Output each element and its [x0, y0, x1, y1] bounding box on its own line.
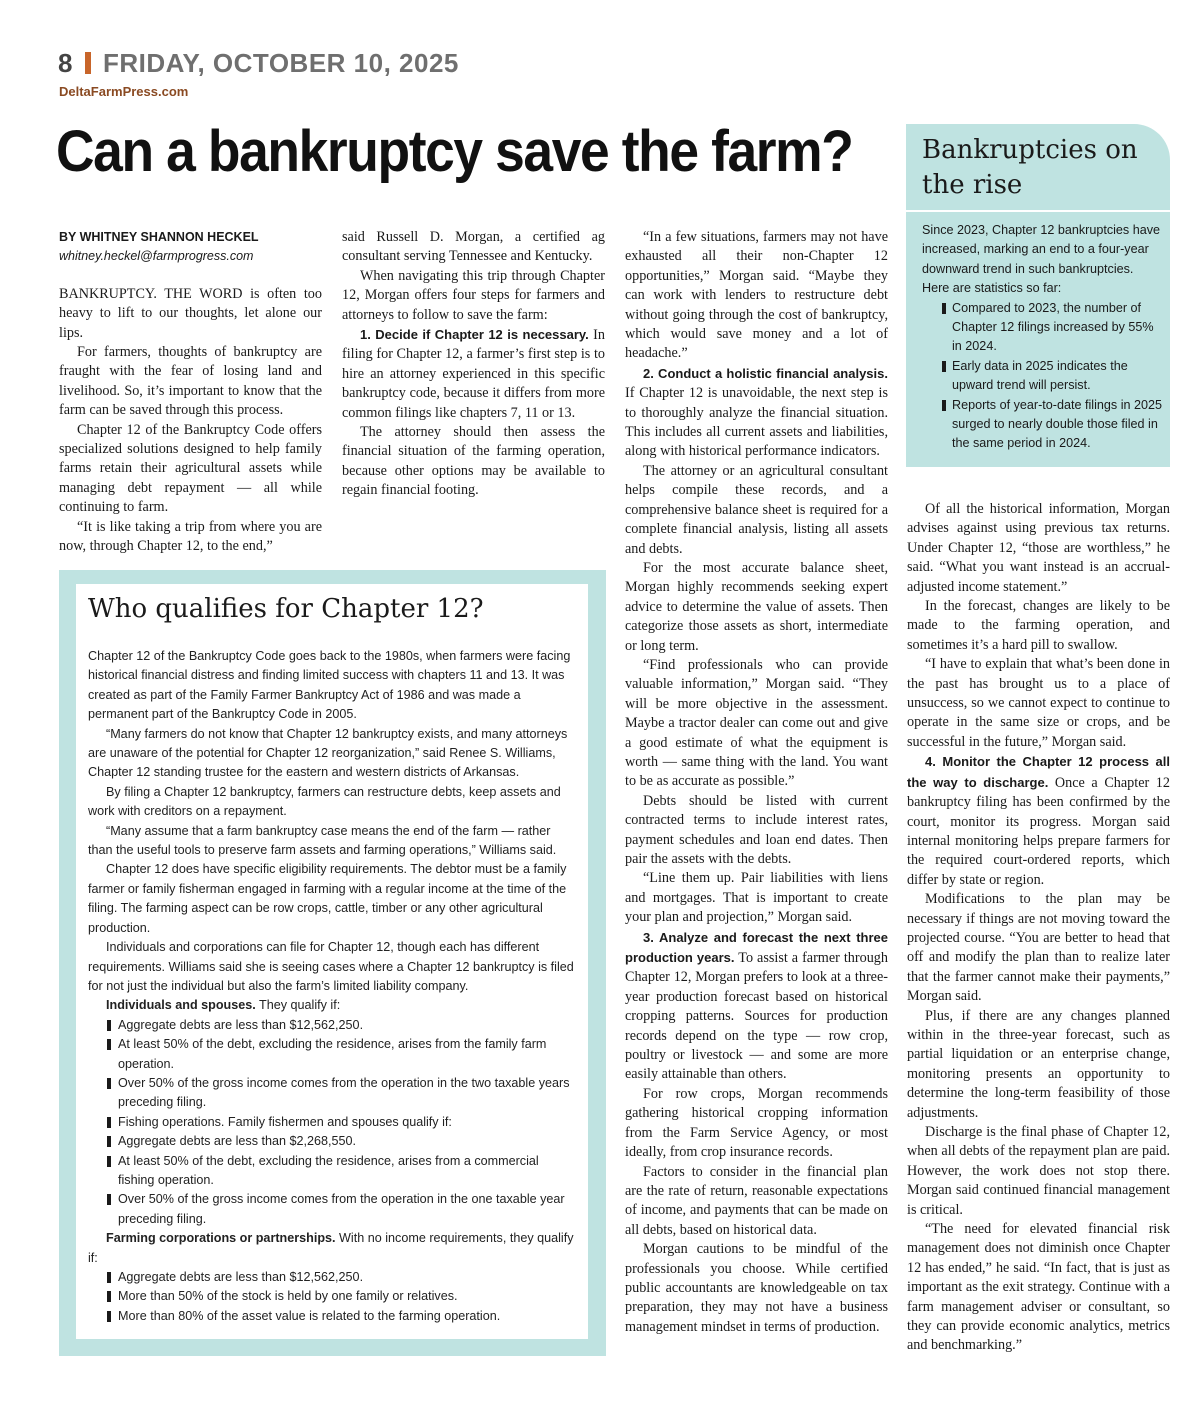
paragraph: “Find professionals who can provide valuable information,” Morgan said. “They will be more objective in the assessment. Maybe a tractor dealer can come out and give a good estimate of what the equipment is worth — same thing with the land. You want to be as accurate as possible.” — [625, 656, 888, 790]
paragraph: said Russell D. Morgan, a certified ag consultant serving Tennessee and Kentucky. — [342, 229, 605, 265]
individuals-heading — [88, 996, 574, 1015]
paragraph: Debts should be listed with current contracted terms to include interest rates, payment schedules and loan end dates. Then pair the assets with the debts. — [625, 792, 888, 867]
corporations-list — [88, 1268, 574, 1326]
paragraph: Plus, if there are any changes planned within in the three-year forecast, such as partial liquidation or an enterprise change, monitoring presents an opportunity to determine the long-term feasibility of those adjustments. — [907, 1007, 1170, 1121]
bullet-icon — [107, 1156, 111, 1167]
bullet-icon — [107, 1194, 111, 1205]
list-item-text: At least 50% of the debt, excluding the residence, arises from a commercial fishing operation. — [118, 1153, 539, 1187]
paragraph: For the most accurate balance sheet, Morgan highly recommends seeking expert advice to determine the value of assets. Then categorize those assets as short, intermediate or long term. — [625, 559, 888, 654]
paragraph: The attorney should then assess the financial situation of the farming operation, because other options may be available to regain financial footing. — [342, 424, 605, 499]
list-item-text: Early data in 2025 indicates the upward trend will persist. — [952, 358, 1128, 393]
paragraph: Factors to consider in the financial plan are the rate of return, reasonable expectations of income, and payments that can be made on all debts, based on historical data. — [625, 1163, 888, 1238]
list-item-text: Aggregate debts are less than $12,562,250. — [118, 1017, 364, 1032]
paragraph: When navigating this trip through Chapter 12, Morgan offers four steps for farmers and attorneys to follow to save the farm: — [342, 267, 605, 323]
step-1-heading: 1. Decide if Chapter 12 is necessary. — [360, 327, 589, 343]
step-2-text: If Chapter 12 is unavoidable, the next step is to thoroughly analyze the financial situation. This includes all current assets and liabilities, along with historical performance indicators. — [625, 385, 888, 460]
list-item — [88, 1016, 574, 1035]
paragraph: Modifications to the plan may be necessary if things are not moving toward the projected course. “You are better to head that off and modify the plan than to realize later that the farmer cannot make their payments,” Morgan said. — [907, 891, 1170, 1005]
corporations-heading — [88, 1229, 574, 1268]
bullet-icon — [107, 1117, 111, 1128]
sidebar-title: Bankruptcies on the rise — [922, 135, 1138, 200]
corporations-label: Farming corporations or partnerships. — [106, 1231, 336, 1246]
list-item — [88, 1287, 574, 1306]
paragraph: “Line them up. Pair liabilities with liens and mortgages. That is important to create your plan and projection,” Morgan said. — [625, 870, 888, 926]
folio-divider — [85, 52, 91, 74]
issue-date: FRIDAY, OCTOBER 10, 2025 — [102, 48, 459, 78]
paragraph: “The need for elevated financial risk management does not diminish once Chapter 12 has ended,” he said. “In fact, that is just as important as the exit strategy. Continue with a farm management adviser or consultant, so they can provide economic analytics, metrics and benchmarking.” — [907, 1221, 1170, 1354]
paragraph — [907, 752, 1170, 890]
headline: Can a bankruptcy save the farm? — [56, 119, 853, 184]
list-item — [922, 396, 1162, 454]
list-item — [88, 1152, 574, 1191]
list-item — [88, 1074, 574, 1113]
paragraph: Discharge is the final phase of Chapter 12, when all debts of the repayment plan are paid. However, the work does not stop there. Morgan said continued financial management is critical. — [907, 1124, 1170, 1218]
step-4-text: Once a Chapter 12 bankruptcy filing has been confirmed by the court, monitor its progress. Morgan said internal monitoring helps prepare farmers for the required court-ordered reports, which differ by state or region. — [907, 774, 1170, 888]
list-item — [88, 1035, 574, 1074]
paragraph: “I have to explain that what’s been done in the past has brought us to a place of unsuccess, so we cannot expect to continue to operate in the same size or crops, and be successful in the future,” Morgan said. — [907, 656, 1170, 750]
paragraph: Morgan cautions to be mindful of the professionals you choose. While certified public accountants are knowledgeable on tax preparation, they may not have a business management mindset in terms of production. — [625, 1241, 888, 1335]
list-item — [922, 357, 1162, 396]
paragraph: Chapter 12 does have specific eligibility requirements. The debtor must be a family farmer or family fisherman engaged in farming with a regular income at the time of the filing. The farming aspect can be row crops, cattle, timber or any other agricultural production. — [88, 862, 567, 935]
paragraph — [625, 364, 888, 462]
list-item-text: Over 50% of the gross income comes from the operation in the two taxable years preceding filing. — [118, 1075, 570, 1110]
sidebar-body — [922, 221, 1162, 454]
folio — [58, 48, 459, 79]
sidebar-divider — [906, 210, 1170, 212]
list-item — [88, 1132, 574, 1151]
paragraph — [625, 928, 888, 1085]
article-column-3 — [625, 228, 888, 1337]
bullet-icon — [107, 1039, 111, 1050]
paragraph: In the forecast, changes are likely to be made to the farming operation, and sometimes it’s a hard pill to swallow. — [907, 598, 1170, 653]
list-item-text: More than 80% of the asset value is related to the farming operation. — [118, 1308, 501, 1323]
step-4-heading: 4. Monitor the Chapter 12 process all the way to discharge. — [907, 754, 1170, 790]
paragraph: Chapter 12 of the Bankruptcy Code goes back to the 1980s, when farmers were facing historical financial distress and finding limited success with chapters 11 and 13. It was created as part of the Family Farmer Bankruptcy Act of 1986 and was made a permanent part of the Bankruptcy Code in 2005. — [88, 649, 571, 722]
individuals-label: Individuals and spouses. — [106, 998, 256, 1013]
list-item — [88, 1190, 574, 1229]
paragraph: Individuals and corporations can file for Chapter 12, though each has different requirements. Williams said she is seeing cases where a Chapter 12 bankruptcy is filed for not just the individual but also the farm’s limited liability company. — [88, 940, 574, 993]
step-1-text: In filing for Chapter 12, a farmer’s first step is to hire an attorney experienced in this specific bankruptcy code, because it differs from more common filings like chapters 7, 11 or 13. — [342, 327, 605, 421]
bullet-icon — [942, 361, 946, 372]
step-3-heading: 3. Analyze and forecast the next three production years. — [625, 929, 888, 966]
sidebar-intro: Since 2023, Chapter 12 bankruptcies have increased, marking an end to a four-year downward trend in such bankruptcies. Here are statistics so far: — [922, 223, 1161, 296]
article-column-4 — [907, 500, 1170, 1356]
article-column-2 — [342, 228, 605, 501]
sidebar-list — [922, 299, 1162, 454]
bullet-icon — [107, 1078, 111, 1089]
list-item-text: Over 50% of the gross income comes from the operation in the one taxable year preceding filing. — [118, 1192, 565, 1226]
paragraph: Chapter 12 of the Bankruptcy Code offers specialized solutions designed to help family farms retain their agricultural assets while managing debt repayment — all while continuing to farm. — [59, 421, 322, 516]
list-item-text: Reports of year-to-date filings in 2025 surged to nearly double those filed in the same period in 2024. — [952, 397, 1163, 451]
bullet-icon — [107, 1311, 111, 1322]
list-item — [88, 1113, 574, 1132]
list-item-text: Aggregate debts are less than $12,562,250. — [118, 1270, 364, 1284]
list-item — [88, 1268, 574, 1287]
individuals-text: They qualify if: — [255, 998, 341, 1013]
paragraph: “Many assume that a farm bankruptcy case means the end of the farm — rather than the useful tools to preserve farm assets and farming operations,” Williams said. — [88, 823, 557, 858]
list-item-text: Compared to 2023, the number of Chapter 12 filings increased by 55% in 2024. — [952, 300, 1154, 354]
byline-author: BY WHITNEY SHANNON HECKEL — [59, 230, 259, 244]
step-3-text: To assist a farmer through Chapter 12, Morgan prefers to look at a three-year production forecast based on historical cropping patterns. Sources for production records depend on the type — row crop, poultry or livestock — and some are more easily attainable than others. — [625, 950, 888, 1083]
bullet-icon — [107, 1020, 111, 1031]
qualifies-body — [88, 647, 574, 1326]
individuals-list — [88, 1016, 574, 1229]
bullet-icon — [107, 1136, 111, 1147]
paragraph: Of all the historical information, Morgan advises against using previous tax returns. Under Chapter 12, “those are worthless,” he said. “What you want instead is an accrual-adjusted income statement.” — [907, 501, 1170, 595]
corporations-text: With no income requirements, they qualify if: — [88, 1231, 574, 1265]
paragraph: For farmers, thoughts of bankruptcy are fraught with the fear of losing land and livelihood. So, it’s important to know that the farm can be saved through this process. — [59, 344, 322, 419]
paragraph: “Many farmers do not know that Chapter 12 bankruptcy exists, and many attorneys are unaware of the potential for Chapter 12 reorganization,” said Renee S. Williams, Chapter 12 standing trustee for the eastern and western districts of Arkansas. — [88, 726, 568, 780]
site-url[interactable]: DeltaFarmPress.com — [59, 84, 189, 99]
paragraph: For row crops, Morgan recommends gathering historical cropping information from the Farm Service Agency, or most ideally, from crop insurance records. — [625, 1085, 888, 1161]
bullet-icon — [107, 1272, 111, 1283]
page-number: 8 — [58, 48, 73, 78]
list-item-text: More than 50% of the stock is held by one family or relatives. — [118, 1289, 458, 1304]
list-item — [88, 1307, 574, 1326]
article-column-1 — [59, 228, 322, 557]
paragraph: By filing a Chapter 12 bankruptcy, farmers can restructure debts, keep assets and work with creditors on a repayment. — [88, 784, 561, 819]
bullet-icon — [107, 1291, 111, 1302]
paragraph: “In a few situations, farmers may not have exhausted all their non-Chapter 12 opportunities,” Morgan said. “Maybe they can work with lenders to restructure debt without going through the cost of bankruptcy, which would save money and a lot of headache.” — [625, 229, 888, 362]
bullet-icon — [942, 400, 946, 411]
paragraph — [342, 325, 605, 423]
list-item — [922, 299, 1162, 357]
step-2-heading: 2. Conduct a holistic financial analysis. — [643, 365, 888, 381]
list-item-text: Aggregate debts are less than $2,268,550. — [118, 1134, 357, 1149]
paragraph: “It is like taking a trip from where you are now, through Chapter 12, to the end,” — [59, 518, 322, 555]
bullet-icon — [942, 303, 946, 314]
list-item-text: At least 50% of the debt, excluding the residence, arises from the family farm operation. — [118, 1037, 547, 1071]
paragraph: BANKRUPTCY. THE WORD is often too heavy to lift to our thoughts, let alone our lips. — [59, 285, 322, 341]
byline-email[interactable]: whitney.heckel@farmprogress.com — [59, 249, 254, 264]
qualifies-title: Who qualifies for Chapter 12? — [88, 594, 484, 624]
paragraph: The attorney or an agricultural consultant helps compile these records, and a comprehensive balance sheet is required for a complete financial analysis, listing all assets and debts. — [625, 462, 888, 557]
list-item-text: Fishing operations. Family fishermen and spouses qualify if: — [118, 1114, 452, 1129]
